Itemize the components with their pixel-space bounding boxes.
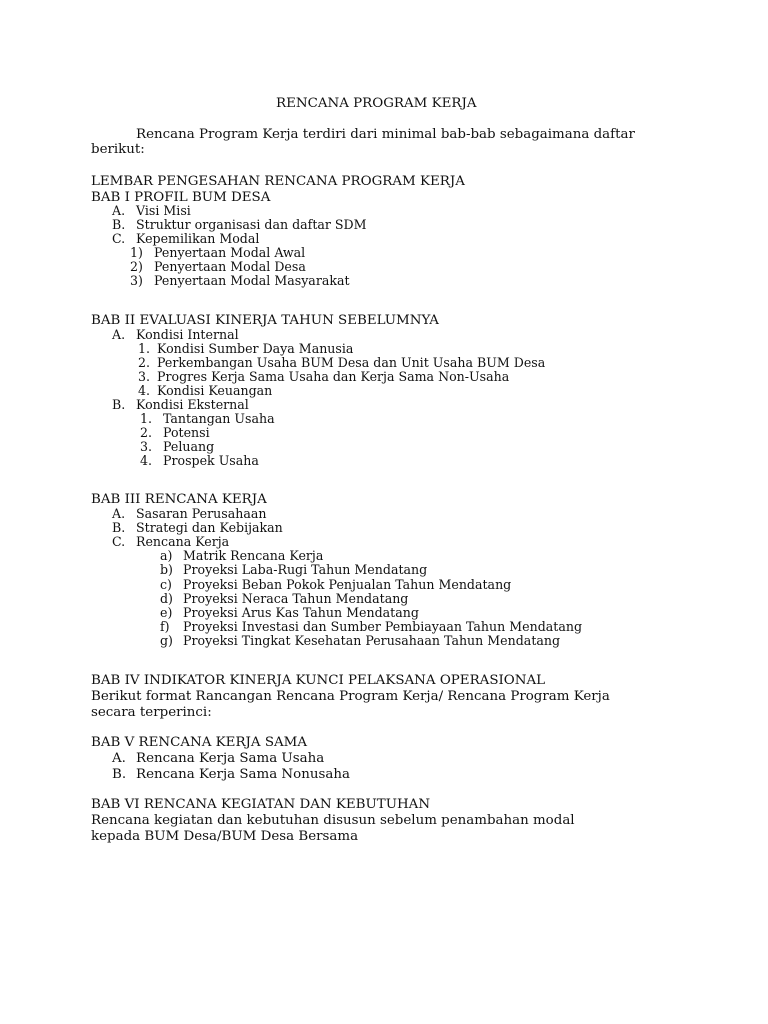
- bab6-line-1: Rencana kegiatan dan kebutuhan disusun sebelum penambahan modal: [91, 813, 575, 828]
- sublist-item-marker: 2.: [140, 425, 153, 440]
- bab4-heading: BAB IV INDIKATOR KINERJA KUNCI PELAKSANA OPERASIONAL: [91, 673, 546, 688]
- sublist-item-text: Prospek Usaha: [163, 453, 259, 468]
- list-item-text: Rencana Kerja: [136, 534, 230, 549]
- sublist-item-marker: 1.: [140, 411, 153, 426]
- sublist-item-text: Proyeksi Tingkat Kesehatan Perusahaan Tahun Mendatang: [183, 633, 561, 648]
- list-item-marker: A.: [112, 751, 126, 766]
- sublist-item-marker: b): [160, 562, 173, 577]
- sublist-item-text: Proyeksi Investasi dan Sumber Pembiayaan Tahun Mendatang: [183, 619, 583, 634]
- list-item-marker: B.: [112, 397, 126, 412]
- document-title: RENCANA PROGRAM KERJA: [276, 96, 477, 111]
- list-item-marker: C.: [112, 534, 126, 549]
- sublist-item-text: Kondisi Sumber Daya Manusia: [157, 341, 354, 356]
- bab6-line-2: kepada BUM Desa/BUM Desa Bersama: [91, 829, 359, 844]
- sublist-item-marker: 2): [130, 259, 143, 274]
- bab6-heading: BAB VI RENCANA KEGIATAN DAN KEBUTUHAN: [91, 797, 431, 812]
- sublist-item-text: Penyertaan Modal Masyarakat: [154, 273, 350, 288]
- bab3-heading: BAB III RENCANA KERJA: [91, 492, 267, 507]
- sublist-item-text: Potensi: [163, 425, 210, 440]
- lembar-pengesahan-heading: LEMBAR PENGESAHAN RENCANA PROGRAM KERJA: [91, 174, 465, 189]
- list-item-marker: B.: [112, 520, 126, 535]
- sublist-item-text: Peluang: [163, 439, 215, 454]
- sublist-item-marker: 3.: [140, 439, 153, 454]
- bab4-line-2: secara terperinci:: [91, 705, 212, 720]
- intro-line-1: Rencana Program Kerja terdiri dari minimal bab-bab sebagaimana daftar: [136, 127, 635, 142]
- sublist-item-text: Penyertaan Modal Desa: [154, 259, 306, 274]
- sublist-item-marker: d): [160, 591, 173, 606]
- sublist-item-marker: 4.: [138, 383, 151, 398]
- sublist-item-marker: e): [160, 605, 173, 620]
- sublist-item-text: Proyeksi Beban Pokok Penjualan Tahun Mendatang: [183, 577, 512, 592]
- list-item-text: Sasaran Perusahaan: [136, 506, 267, 521]
- list-item-text: Kondisi Internal: [136, 327, 239, 342]
- sublist-item-text: Proyeksi Laba-Rugi Tahun Mendatang: [183, 562, 428, 577]
- list-item-marker: A.: [112, 327, 126, 342]
- list-item-text: Rencana Kerja Sama Usaha: [136, 751, 325, 766]
- sublist-item-text: Penyertaan Modal Awal: [154, 245, 306, 260]
- sublist-item-text: Tantangan Usaha: [163, 411, 275, 426]
- sublist-item-marker: g): [160, 633, 173, 648]
- sublist-item-text: Matrik Rencana Kerja: [183, 548, 324, 563]
- list-item-text: Struktur organisasi dan daftar SDM: [136, 217, 367, 232]
- list-item-marker: A.: [112, 203, 126, 218]
- sublist-item-marker: f): [160, 619, 170, 634]
- sublist-item-marker: a): [160, 548, 173, 563]
- sublist-item-text: Perkembangan Usaha BUM Desa dan Unit Usaha BUM Desa: [157, 355, 546, 370]
- bab2-heading: BAB II EVALUASI KINERJA TAHUN SEBELUMNYA: [91, 313, 439, 328]
- sublist-item-marker: 1): [130, 245, 143, 260]
- list-item-text: Strategi dan Kebijakan: [136, 520, 283, 535]
- sublist-item-marker: 3.: [138, 369, 151, 384]
- bab5-heading: BAB V RENCANA KERJA SAMA: [91, 735, 308, 750]
- list-item-marker: B.: [112, 217, 126, 232]
- list-item-marker: B.: [112, 767, 127, 782]
- sublist-item-marker: 2.: [138, 355, 151, 370]
- list-item-text: Kepemilikan Modal: [136, 231, 260, 246]
- sublist-item-text: Kondisi Keuangan: [157, 383, 273, 398]
- bab1-heading: BAB I PROFIL BUM DESA: [91, 190, 271, 205]
- sublist-item-text: Proyeksi Arus Kas Tahun Mendatang: [183, 605, 419, 620]
- sublist-item-marker: c): [160, 577, 172, 592]
- sublist-item-marker: 4.: [140, 453, 153, 468]
- bab4-line-1: Berikut format Rancangan Rencana Program Kerja/ Rencana Program Kerja: [91, 689, 610, 704]
- list-item-marker: A.: [112, 506, 126, 521]
- sublist-item-marker: 3): [130, 273, 143, 288]
- list-item-marker: C.: [112, 231, 126, 246]
- intro-line-2: berikut:: [91, 142, 145, 157]
- sublist-item-marker: 1.: [138, 341, 151, 356]
- list-item-text: Visi Misi: [136, 203, 191, 218]
- list-item-text: Kondisi Eksternal: [136, 397, 249, 412]
- list-item-text: Rencana Kerja Sama Nonusaha: [136, 767, 350, 782]
- sublist-item-text: Proyeksi Neraca Tahun Mendatang: [183, 591, 409, 606]
- sublist-item-text: Progres Kerja Sama Usaha dan Kerja Sama Non-Usaha: [157, 369, 510, 384]
